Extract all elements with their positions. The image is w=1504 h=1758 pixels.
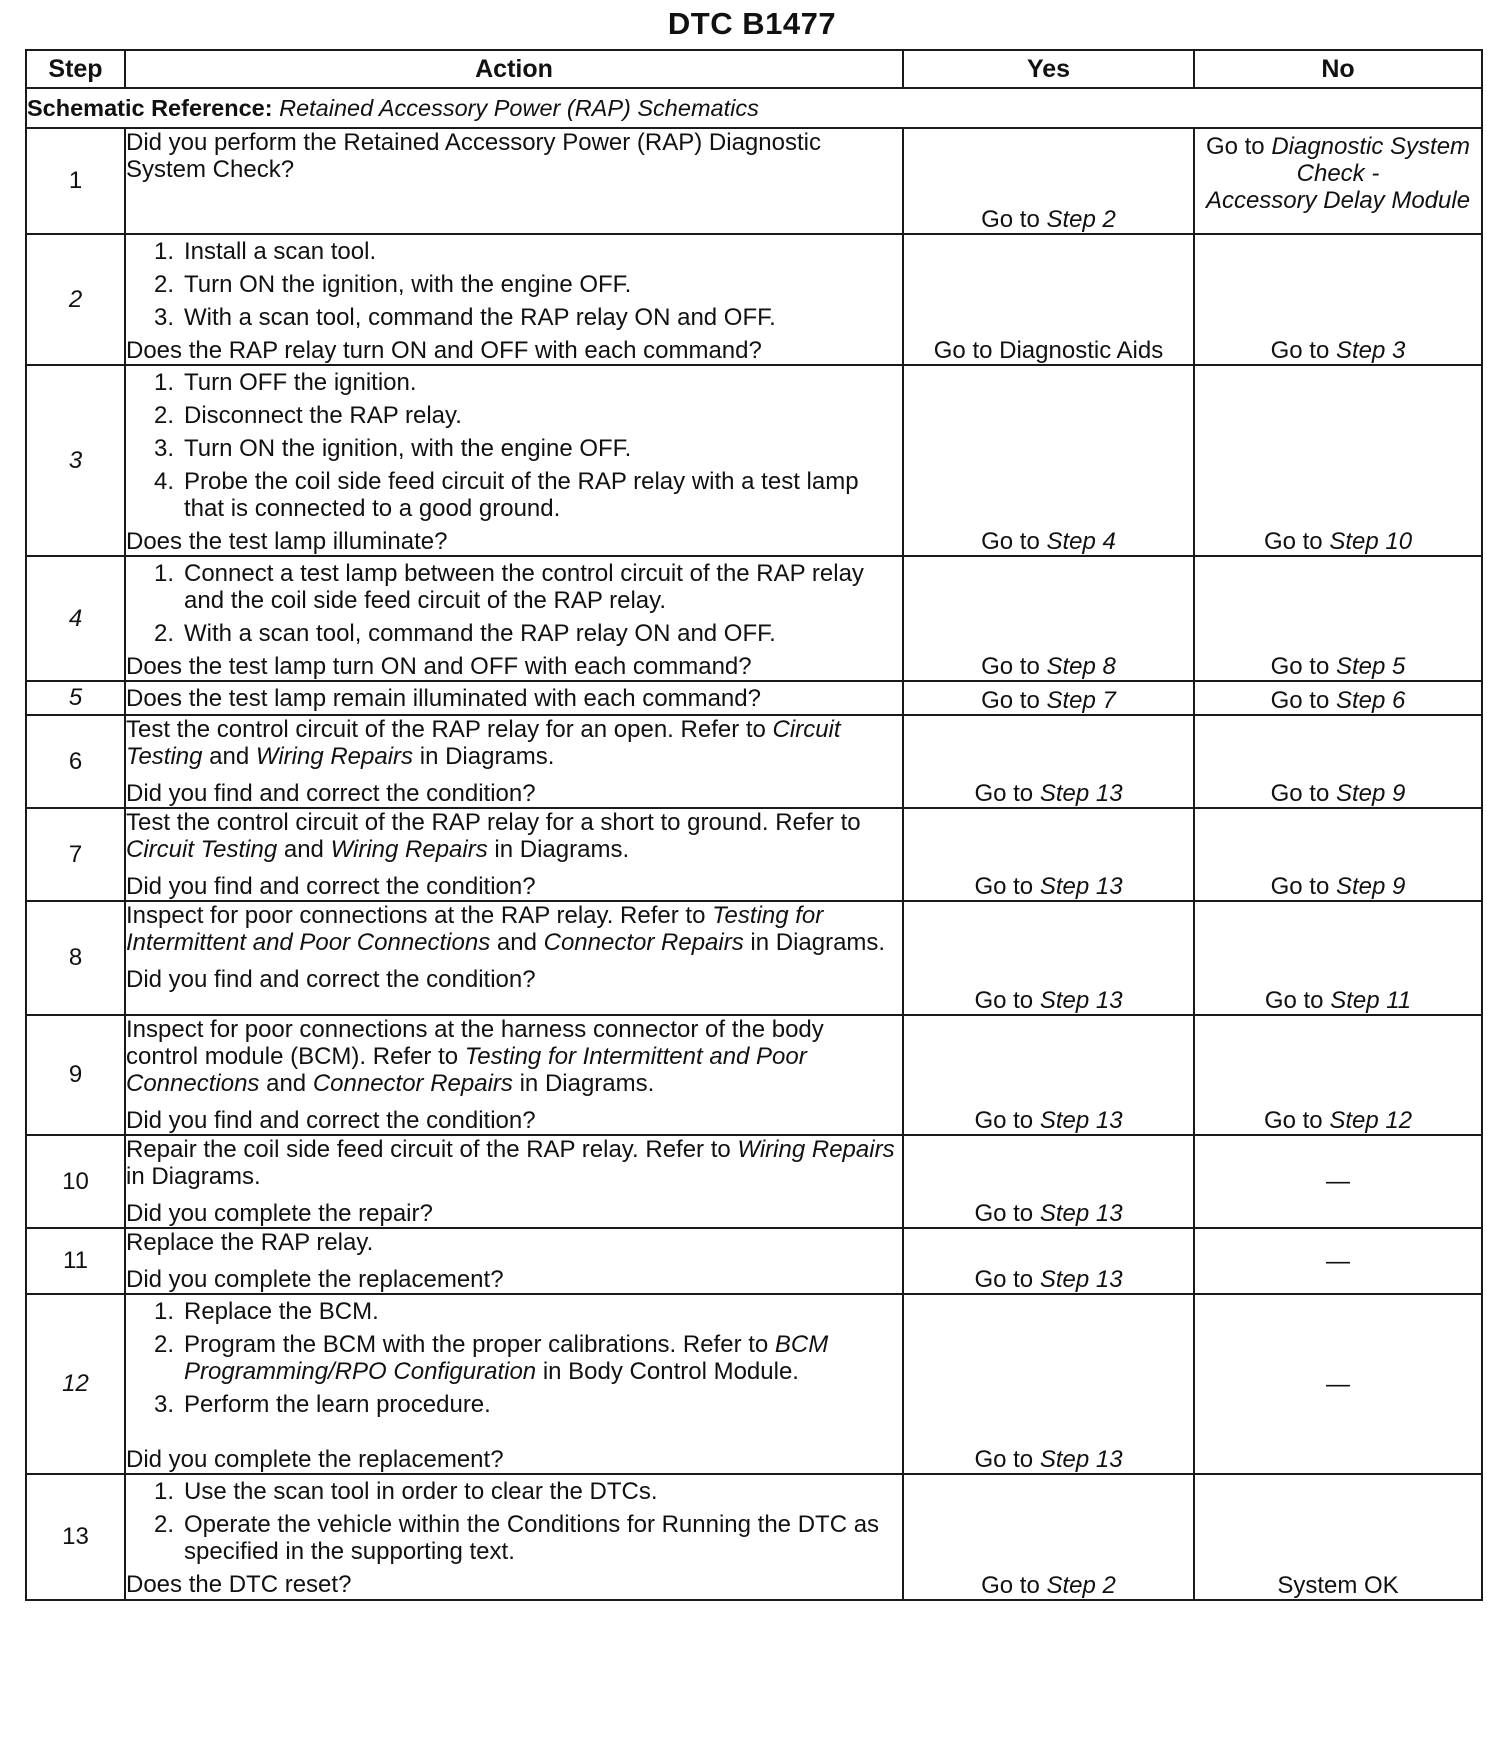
no-target-line2: Accessory Delay Module — [1205, 187, 1471, 214]
action-block — [126, 1475, 902, 1598]
no-target: Step 5 — [1335, 653, 1406, 680]
yes-result — [903, 681, 1194, 715]
action-list-item — [126, 1298, 902, 1325]
page-title: DTC B1477 — [667, 6, 837, 41]
yes-label: Go to — [974, 873, 1034, 900]
no-label: Go to — [1270, 337, 1330, 364]
action-paragraph — [126, 1136, 902, 1190]
no-result — [1194, 365, 1482, 556]
step-action — [125, 681, 903, 715]
action-text: Did you perform the Retained Accessory Power (RAP) Diagnostic System Check? — [126, 129, 821, 183]
step-row — [26, 234, 1482, 365]
action-ref: Wiring Repairs — [330, 836, 488, 863]
no-dash: — — [1326, 1168, 1350, 1195]
action-list-item — [126, 369, 902, 396]
yes-label: Go to — [981, 528, 1040, 555]
no-label: Go to — [1263, 528, 1323, 555]
header-row — [26, 50, 1482, 88]
list-item-text — [184, 560, 902, 614]
yes-label: Go to — [974, 780, 1034, 807]
header-no: No — [1194, 50, 1482, 88]
step-row — [26, 1135, 1482, 1228]
no-target: Diagnostic System Check - — [1271, 133, 1471, 187]
no-target: Step 12 — [1329, 1107, 1413, 1134]
no-label: Go to — [1263, 1107, 1323, 1134]
item-text: Probe the coil side feed circuit of the RAP relay with a test lamp that is connected to a good ground. — [184, 468, 859, 522]
step-number: 9 — [26, 1015, 125, 1135]
action-list-item — [126, 1331, 902, 1385]
step-row — [26, 1228, 1482, 1294]
list-item-number: 2. — [153, 1331, 174, 1358]
action-block — [126, 716, 902, 807]
yes-label: Go to — [974, 1266, 1034, 1293]
header-yes: Yes — [903, 50, 1194, 88]
item-text: With a scan tool, command the RAP relay ON and OFF. — [184, 620, 776, 647]
step-row — [26, 808, 1482, 901]
action-text: in Diagrams. — [512, 1070, 655, 1097]
action-list-item — [126, 1391, 902, 1418]
action-ref: Testing for Intermittent and Poor Connections — [126, 902, 824, 956]
step-action — [125, 1228, 903, 1294]
list-item-text — [184, 369, 902, 396]
list-item-text — [184, 435, 902, 462]
step-action — [125, 1135, 903, 1228]
yes-result — [903, 1294, 1194, 1474]
action-question: Does the test lamp turn ON and OFF with each command? — [126, 653, 752, 680]
list-item-text — [184, 620, 902, 647]
action-question: Did you find and correct the condition? — [126, 780, 536, 807]
item-text: Perform the learn procedure. — [184, 1391, 491, 1418]
list-item-text — [184, 1298, 902, 1325]
no-result — [1194, 1015, 1482, 1135]
yes-target: Step 13 — [1039, 1446, 1123, 1473]
action-list-item — [126, 1478, 902, 1505]
action-list-item — [126, 1511, 902, 1565]
yes-target: Step 13 — [1039, 1266, 1123, 1293]
yes-target: Step 13 — [1039, 987, 1123, 1014]
step-action — [125, 1294, 903, 1474]
action-text: Inspect for poor connections at the RAP relay. Refer to — [126, 902, 713, 929]
action-paragraph — [126, 1229, 902, 1256]
no-dash: — — [1326, 1247, 1350, 1275]
step-row — [26, 1015, 1482, 1135]
step-action — [125, 128, 903, 234]
schematic-reference — [26, 88, 1482, 128]
action-question: Does the RAP relay turn ON and OFF with each command? — [126, 337, 762, 364]
action-list-item — [126, 620, 902, 647]
no-result — [1194, 1474, 1482, 1600]
list-item-text — [184, 304, 902, 331]
no-target: Step 11 — [1330, 987, 1412, 1014]
list-item-number: 3. — [153, 304, 174, 331]
list-item-number: 2. — [153, 271, 174, 298]
action-list-item — [126, 271, 902, 298]
yes-result — [903, 234, 1194, 365]
step-number: 13 — [26, 1474, 125, 1600]
yes-result — [903, 901, 1194, 1015]
action-text: and — [259, 1070, 313, 1097]
action-paragraph — [126, 129, 902, 183]
action-text: Replace the RAP relay. — [126, 1229, 374, 1256]
item-text: Program the BCM with the proper calibrations. Refer to — [184, 1331, 775, 1358]
list-item-number: 1. — [153, 369, 174, 396]
step-action — [125, 365, 903, 556]
action-ref: Circuit Testing — [126, 716, 841, 770]
no-label: Go to — [1270, 780, 1330, 807]
yes-label: Go to — [974, 1446, 1034, 1473]
list-item-text — [184, 1478, 902, 1505]
step-number: 6 — [26, 715, 125, 808]
no-label: Go to — [1270, 653, 1330, 680]
action-text: Test the control circuit of the RAP relay for an open. Refer to — [126, 716, 773, 743]
action-ref: Connector Repairs — [312, 1070, 513, 1097]
dtc-table — [25, 49, 1483, 1601]
action-question: Does the DTC reset? — [126, 1571, 352, 1598]
list-item-number: 4. — [153, 468, 174, 495]
yes-label: Go to — [981, 653, 1040, 680]
yes-target: Step 13 — [1039, 780, 1123, 807]
step-action — [125, 1474, 903, 1600]
no-target: Step 3 — [1335, 337, 1406, 364]
no-label: Go to — [1270, 687, 1330, 714]
step-number: 12 — [26, 1294, 125, 1474]
action-text: Inspect for poor connections at the harness connector of the body control module (BCM). Refer to — [126, 1016, 824, 1070]
action-block — [126, 809, 902, 900]
item-ref: BCM Programming/RPO Configuration — [184, 1331, 829, 1385]
no-label: System OK — [1277, 1572, 1399, 1599]
spacer — [126, 1421, 902, 1443]
action-block — [126, 1229, 902, 1293]
action-text: and — [202, 743, 256, 770]
step-row — [26, 365, 1482, 556]
yes-target: Step 2 — [1046, 206, 1116, 233]
step-action — [125, 715, 903, 808]
step-action — [125, 1015, 903, 1135]
schematic-reference-row — [26, 88, 1482, 128]
action-text: and — [277, 836, 331, 863]
action-ref: Connector Repairs — [543, 929, 744, 956]
yes-target: Step 13 — [1039, 1107, 1123, 1134]
action-question: Did you find and correct the condition? — [126, 966, 536, 993]
yes-label: Go to — [974, 1200, 1034, 1227]
yes-label: Go to — [981, 1572, 1040, 1599]
no-target: Step 6 — [1335, 687, 1406, 714]
step-row — [26, 901, 1482, 1015]
action-list-item — [126, 238, 902, 265]
no-result — [1194, 1135, 1482, 1228]
action-block — [126, 366, 902, 555]
step-number: 10 — [26, 1135, 125, 1228]
action-ref: Wiring Repairs — [737, 1136, 895, 1163]
item-text: Turn ON the ignition, with the engine OFF. — [184, 435, 632, 462]
list-item-text — [184, 468, 902, 522]
action-list-item — [126, 402, 902, 429]
yes-target: Step 13 — [1039, 873, 1123, 900]
yes-label: Go to — [974, 1107, 1034, 1134]
list-item-number: 1. — [153, 1478, 174, 1505]
yes-result — [903, 1474, 1194, 1600]
list-item-text — [184, 1331, 902, 1385]
step-row — [26, 128, 1482, 234]
yes-label: Go to — [981, 687, 1040, 714]
action-question: Did you complete the repair? — [126, 1200, 433, 1227]
no-result — [1194, 556, 1482, 681]
yes-result — [903, 1015, 1194, 1135]
header-step: Step — [26, 50, 125, 88]
step-action — [125, 556, 903, 681]
list-item-number: 2. — [153, 402, 174, 429]
action-question: Did you complete the replacement? — [126, 1446, 504, 1473]
list-item-text — [184, 271, 902, 298]
step-number: 11 — [26, 1228, 125, 1294]
step-number: 2 — [26, 234, 125, 365]
action-list-item — [126, 435, 902, 462]
step-number: 7 — [26, 808, 125, 901]
action-list-item — [126, 304, 902, 331]
list-item-number: 3. — [153, 1391, 174, 1418]
list-item-text — [184, 238, 902, 265]
action-ref: Testing for Intermittent and Poor Connections — [126, 1043, 807, 1097]
no-label: Go to — [1264, 987, 1324, 1014]
action-list-item — [126, 468, 902, 522]
yes-result — [903, 808, 1194, 901]
step-number: 3 — [26, 365, 125, 556]
action-ref: Circuit Testing — [126, 836, 278, 863]
yes-result — [903, 365, 1194, 556]
list-item-text — [184, 402, 902, 429]
step-action — [125, 901, 903, 1015]
step-number: 8 — [26, 901, 125, 1015]
list-item-number: 2. — [153, 620, 174, 647]
no-result — [1194, 681, 1482, 715]
header-action: Action — [125, 50, 903, 88]
action-block — [126, 682, 902, 712]
action-text: in Diagrams. — [126, 1163, 261, 1190]
yes-result — [903, 715, 1194, 808]
yes-target: Step 8 — [1046, 653, 1116, 680]
list-item-number: 1. — [153, 1298, 174, 1325]
item-text: Install a scan tool. — [184, 238, 377, 265]
list-item-number: 2. — [153, 1511, 174, 1538]
step-row — [26, 556, 1482, 681]
action-list-item — [126, 560, 902, 614]
action-text: and — [490, 929, 544, 956]
yes-target: Step 13 — [1039, 1200, 1123, 1227]
step-action — [125, 234, 903, 365]
action-ref: Wiring Repairs — [255, 743, 414, 770]
step-row — [26, 681, 1482, 715]
action-paragraph — [126, 902, 902, 956]
no-target: Step 10 — [1329, 528, 1413, 555]
schematic-reference-label: Schematic Reference: — [27, 94, 273, 121]
no-result — [1194, 1294, 1482, 1474]
step-number: 1 — [26, 128, 125, 234]
action-paragraph — [126, 716, 902, 770]
no-result — [1194, 901, 1482, 1015]
yes-result — [903, 556, 1194, 681]
no-label: Go to — [1270, 873, 1330, 900]
yes-target: Step 4 — [1046, 528, 1116, 555]
step-row — [26, 715, 1482, 808]
action-block — [126, 1136, 902, 1227]
action-question: Does the test lamp remain illuminated with each command? — [126, 685, 761, 712]
no-result — [1194, 234, 1482, 365]
yes-result — [903, 128, 1194, 234]
no-result — [1194, 1228, 1482, 1294]
yes-target: Step 7 — [1046, 687, 1116, 714]
no-result — [1194, 128, 1482, 234]
action-block — [126, 129, 902, 183]
action-text: Repair the coil side feed circuit of the RAP relay. Refer to — [126, 1136, 738, 1163]
action-block — [126, 1016, 902, 1134]
action-block — [126, 235, 902, 364]
action-block — [126, 1295, 902, 1473]
action-question: Did you find and correct the condition? — [126, 873, 536, 900]
yes-label: Go to — [974, 987, 1034, 1014]
no-result — [1194, 715, 1482, 808]
yes-label: Go to — [981, 206, 1040, 233]
item-text: Replace the BCM. — [184, 1298, 379, 1325]
item-text: Disconnect the RAP relay. — [184, 402, 462, 429]
no-dash: — — [1326, 1370, 1350, 1398]
action-text: in Diagrams. — [487, 836, 630, 863]
item-text: Operate the vehicle within the Conditions for Running the DTC as specified in the supporting text. — [184, 1511, 880, 1565]
no-target: Step 9 — [1335, 873, 1406, 900]
item-text: Connect a test lamp between the control circuit of the RAP relay and the coil side feed circuit of the RAP relay. — [184, 560, 864, 614]
yes-result — [903, 1135, 1194, 1228]
list-item-text — [184, 1511, 902, 1565]
item-text: Turn OFF the ignition. — [184, 369, 417, 396]
step-number: 5 — [26, 681, 125, 715]
item-text: in Body Control Module. — [536, 1358, 799, 1385]
action-text: in Diagrams. — [743, 929, 886, 956]
no-label: Go to — [1205, 133, 1272, 160]
action-text: Test the control circuit of the RAP relay for a short to ground. Refer to — [126, 809, 861, 836]
action-paragraph — [126, 809, 902, 863]
no-target: Step 9 — [1335, 780, 1406, 807]
list-item-number: 1. — [153, 238, 174, 265]
step-number: 4 — [26, 556, 125, 681]
step-row — [26, 1294, 1482, 1474]
action-question: Does the test lamp illuminate? — [126, 528, 448, 555]
list-item-number: 3. — [153, 435, 174, 462]
action-question: Did you complete the replacement? — [126, 1266, 504, 1293]
yes-label: Go to Diagnostic Aids — [933, 337, 1164, 364]
item-text: Turn ON the ignition, with the engine OFF. — [184, 271, 632, 298]
list-item-number: 1. — [153, 560, 174, 587]
item-text: Use the scan tool in order to clear the DTCs. — [184, 1478, 658, 1505]
action-block — [126, 557, 902, 680]
no-result — [1194, 808, 1482, 901]
action-text: in Diagrams. — [413, 743, 555, 770]
item-text: With a scan tool, command the RAP relay ON and OFF. — [184, 304, 776, 331]
schematic-reference-value: Retained Accessory Power (RAP) Schematics — [279, 94, 759, 121]
action-paragraph — [126, 1016, 902, 1097]
yes-result — [903, 1228, 1194, 1294]
yes-target: Step 2 — [1046, 1572, 1116, 1599]
action-block — [126, 902, 902, 993]
step-action — [125, 808, 903, 901]
list-item-text — [184, 1391, 902, 1418]
step-row — [26, 1474, 1482, 1600]
action-question: Did you find and correct the condition? — [126, 1107, 536, 1134]
